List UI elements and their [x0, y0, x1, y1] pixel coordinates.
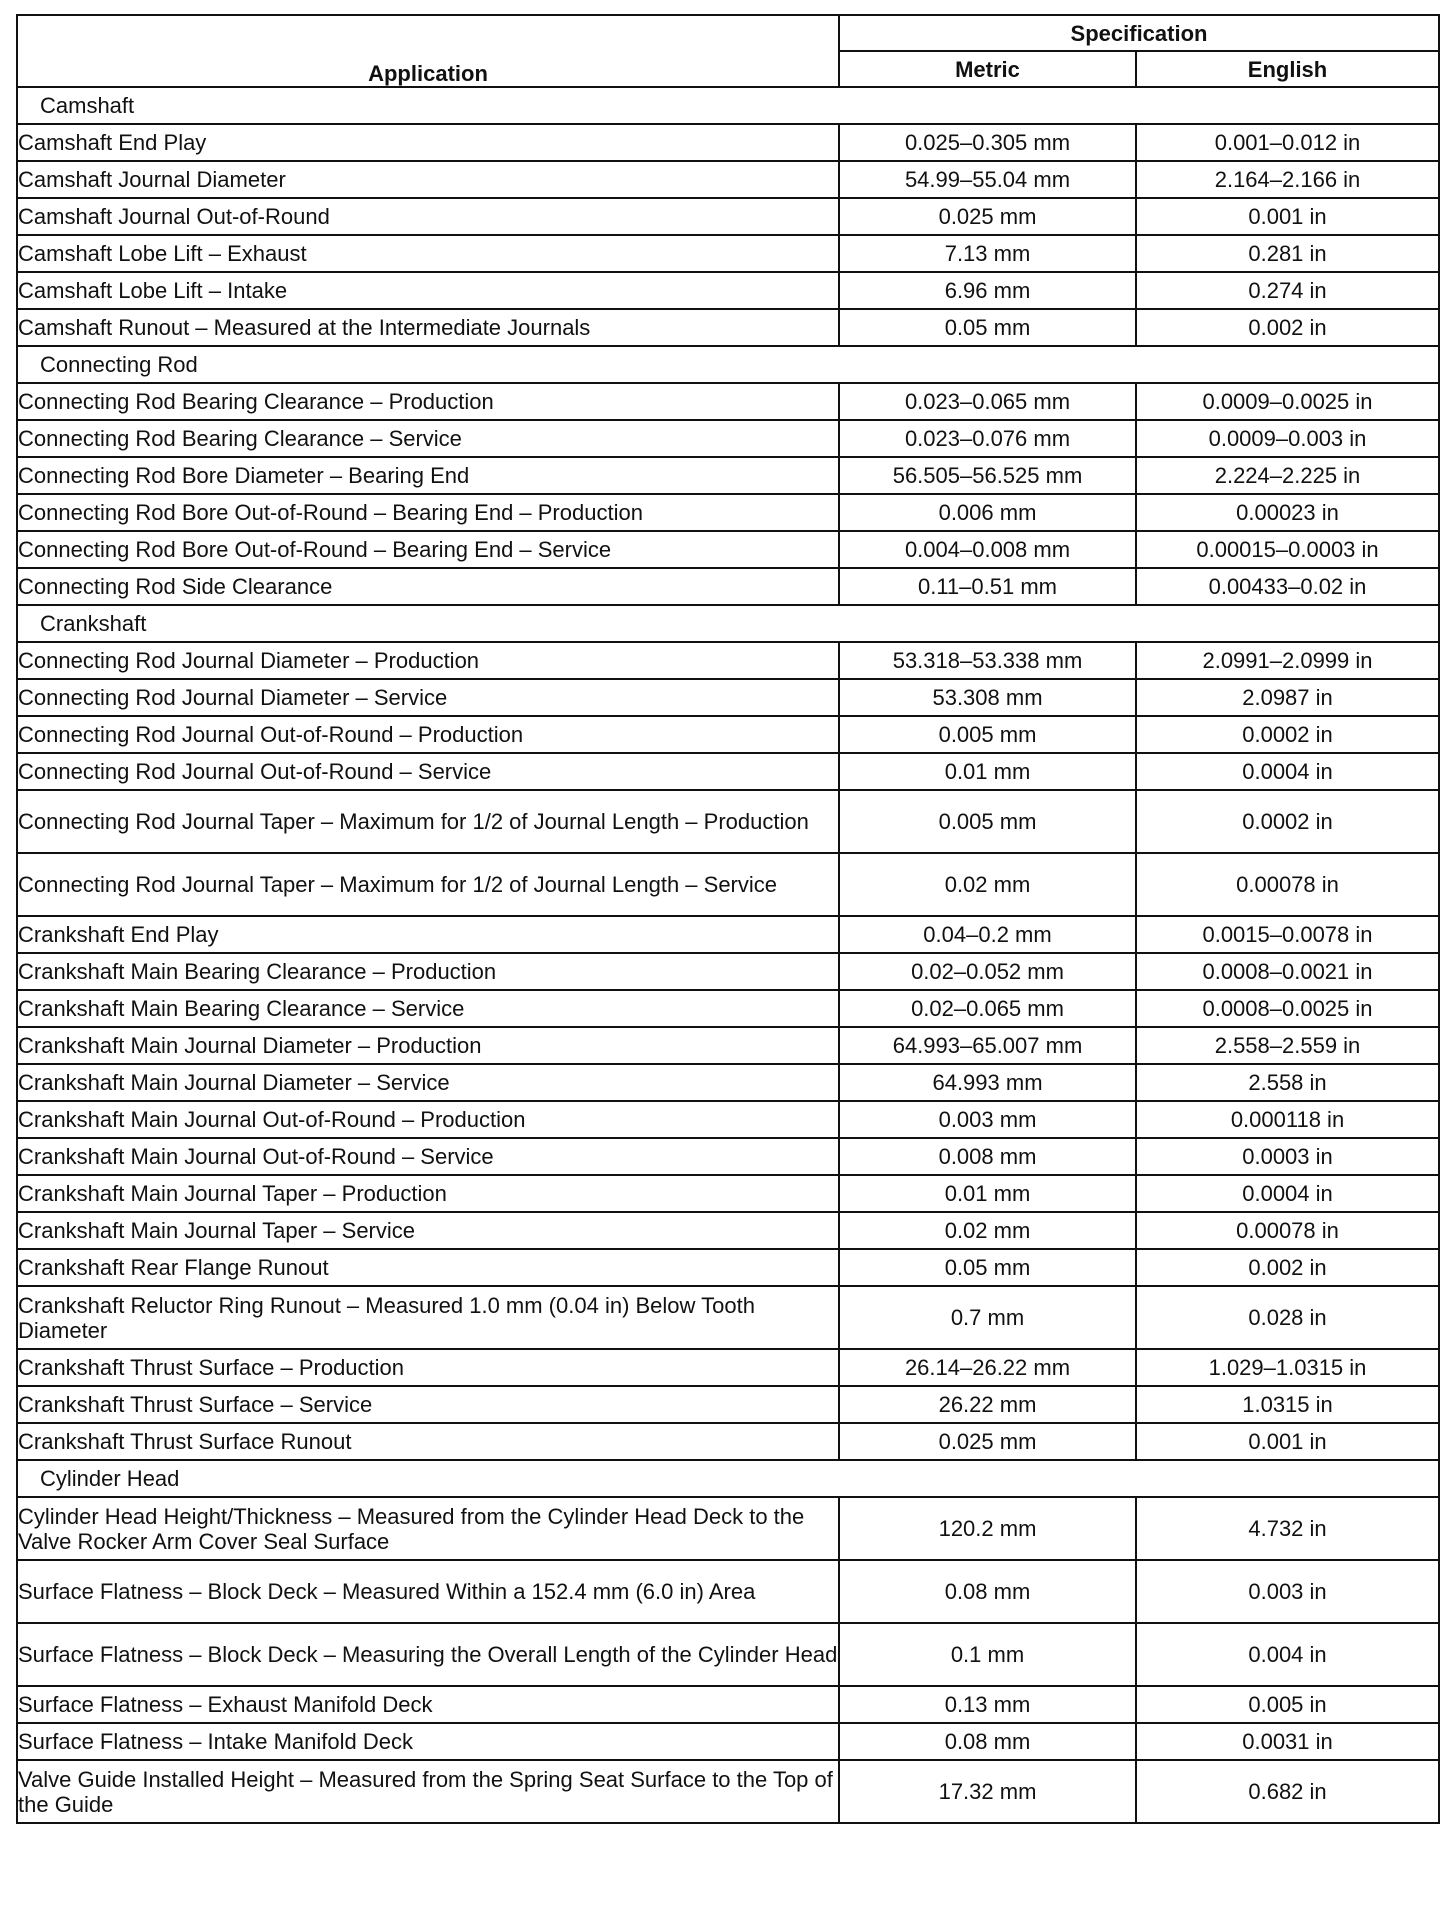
metric-cell: 0.7 mm: [839, 1286, 1136, 1349]
metric-cell: 0.1 mm: [839, 1623, 1136, 1686]
application-cell: Crankshaft Main Journal Diameter – Service: [17, 1064, 839, 1101]
table-row: [17, 1349, 1439, 1386]
english-cell: 0.00015–0.0003 in: [1136, 531, 1439, 568]
section-title: Connecting Rod: [17, 346, 1439, 383]
english-cell: 2.0987 in: [1136, 679, 1439, 716]
metric-cell: 0.05 mm: [839, 1249, 1136, 1286]
metric-cell: 0.003 mm: [839, 1101, 1136, 1138]
table-row: [17, 1101, 1439, 1138]
section-row: [17, 1460, 1439, 1497]
metric-cell: 120.2 mm: [839, 1497, 1136, 1560]
metric-cell: 0.02–0.052 mm: [839, 953, 1136, 990]
english-cell: 2.164–2.166 in: [1136, 161, 1439, 198]
section-title: Cylinder Head: [17, 1460, 1439, 1497]
application-cell: Crankshaft Main Journal Out-of-Round – Service: [17, 1138, 839, 1175]
metric-cell: 7.13 mm: [839, 235, 1136, 272]
english-cell: 0.002 in: [1136, 309, 1439, 346]
table-row: [17, 1686, 1439, 1723]
english-cell: 0.0003 in: [1136, 1138, 1439, 1175]
application-cell: Crankshaft Main Bearing Clearance – Service: [17, 990, 839, 1027]
english-cell: 0.00078 in: [1136, 1212, 1439, 1249]
table-row: [17, 1027, 1439, 1064]
table-row: [17, 953, 1439, 990]
english-cell: 0.00433–0.02 in: [1136, 568, 1439, 605]
application-cell: Surface Flatness – Intake Manifold Deck: [17, 1723, 839, 1760]
english-cell: 0.001 in: [1136, 1423, 1439, 1460]
table-row: [17, 1760, 1439, 1823]
english-cell: 2.0991–2.0999 in: [1136, 642, 1439, 679]
specification-table: [16, 14, 1440, 1824]
table-row: [17, 716, 1439, 753]
table-row: [17, 1286, 1439, 1349]
application-cell: Connecting Rod Journal Out-of-Round – Production: [17, 716, 839, 753]
metric-cell: 0.025 mm: [839, 1423, 1136, 1460]
metric-cell: 26.14–26.22 mm: [839, 1349, 1136, 1386]
english-cell: 1.029–1.0315 in: [1136, 1349, 1439, 1386]
english-cell: 0.0004 in: [1136, 1175, 1439, 1212]
application-cell: Camshaft Lobe Lift – Intake: [17, 272, 839, 309]
application-cell: Crankshaft Rear Flange Runout: [17, 1249, 839, 1286]
metric-cell: 64.993–65.007 mm: [839, 1027, 1136, 1064]
table-row: [17, 383, 1439, 420]
application-cell: Crankshaft Main Journal Taper – Service: [17, 1212, 839, 1249]
application-cell: Surface Flatness – Exhaust Manifold Deck: [17, 1686, 839, 1723]
application-cell: Connecting Rod Journal Out-of-Round – Service: [17, 753, 839, 790]
table-row: [17, 916, 1439, 953]
metric-cell: 0.11–0.51 mm: [839, 568, 1136, 605]
metric-cell: 6.96 mm: [839, 272, 1136, 309]
table-row: [17, 1723, 1439, 1760]
table-row: [17, 457, 1439, 494]
metric-cell: 0.02–0.065 mm: [839, 990, 1136, 1027]
spec-document: [16, 14, 1438, 1824]
metric-cell: 53.318–53.338 mm: [839, 642, 1136, 679]
table-row: [17, 1386, 1439, 1423]
application-cell: Connecting Rod Bore Out-of-Round – Bearing End – Service: [17, 531, 839, 568]
english-cell: 0.0008–0.0025 in: [1136, 990, 1439, 1027]
english-cell: 0.0009–0.0025 in: [1136, 383, 1439, 420]
table-row: [17, 1175, 1439, 1212]
metric-cell: 26.22 mm: [839, 1386, 1136, 1423]
metric-cell: 0.008 mm: [839, 1138, 1136, 1175]
english-cell: 0.005 in: [1136, 1686, 1439, 1723]
table-header: [17, 15, 1439, 87]
english-cell: 2.558 in: [1136, 1064, 1439, 1101]
application-cell: Crankshaft Main Bearing Clearance – Production: [17, 953, 839, 990]
english-cell: 2.558–2.559 in: [1136, 1027, 1439, 1064]
application-cell: Connecting Rod Journal Diameter – Service: [17, 679, 839, 716]
application-cell: Camshaft Runout – Measured at the Intermediate Journals: [17, 309, 839, 346]
english-cell: 0.0015–0.0078 in: [1136, 916, 1439, 953]
table-row: [17, 790, 1439, 853]
table-row: [17, 531, 1439, 568]
application-cell: Cylinder Head Height/Thickness – Measured from the Cylinder Head Deck to the Valve Rocker Arm Cover Seal Surface: [17, 1497, 839, 1560]
english-header: English: [1136, 51, 1439, 87]
english-cell: 0.0002 in: [1136, 716, 1439, 753]
application-cell: Crankshaft Thrust Surface Runout: [17, 1423, 839, 1460]
metric-cell: 0.023–0.076 mm: [839, 420, 1136, 457]
english-cell: 0.0008–0.0021 in: [1136, 953, 1439, 990]
metric-cell: 0.05 mm: [839, 309, 1136, 346]
metric-cell: 0.08 mm: [839, 1723, 1136, 1760]
application-cell: Camshaft Journal Out-of-Round: [17, 198, 839, 235]
english-cell: 0.00023 in: [1136, 494, 1439, 531]
table-row: [17, 1138, 1439, 1175]
table-body: [17, 87, 1439, 1823]
table-row: [17, 1560, 1439, 1623]
english-cell: 1.0315 in: [1136, 1386, 1439, 1423]
application-cell: Camshaft Journal Diameter: [17, 161, 839, 198]
metric-cell: 0.005 mm: [839, 790, 1136, 853]
table-row: [17, 642, 1439, 679]
application-cell: Camshaft Lobe Lift – Exhaust: [17, 235, 839, 272]
table-row: [17, 124, 1439, 161]
specification-header: Specification: [839, 15, 1439, 51]
metric-cell: 0.04–0.2 mm: [839, 916, 1136, 953]
application-cell: Connecting Rod Journal Taper – Maximum for 1/2 of Journal Length – Service: [17, 853, 839, 916]
table-row: [17, 853, 1439, 916]
application-cell: Crankshaft End Play: [17, 916, 839, 953]
application-cell: Connecting Rod Bore Out-of-Round – Bearing End – Production: [17, 494, 839, 531]
application-cell: Valve Guide Installed Height – Measured from the Spring Seat Surface to the Top of the Guide: [17, 1760, 839, 1823]
table-row: [17, 494, 1439, 531]
table-row: [17, 161, 1439, 198]
metric-cell: 56.505–56.525 mm: [839, 457, 1136, 494]
metric-cell: 0.01 mm: [839, 753, 1136, 790]
table-row: [17, 568, 1439, 605]
table-row: [17, 1064, 1439, 1101]
table-row: [17, 198, 1439, 235]
english-cell: 2.224–2.225 in: [1136, 457, 1439, 494]
application-cell: Connecting Rod Journal Diameter – Production: [17, 642, 839, 679]
section-row: [17, 87, 1439, 124]
metric-cell: 54.99–55.04 mm: [839, 161, 1136, 198]
application-cell: Connecting Rod Bearing Clearance – Service: [17, 420, 839, 457]
metric-cell: 0.01 mm: [839, 1175, 1136, 1212]
section-row: [17, 346, 1439, 383]
english-cell: 0.001 in: [1136, 198, 1439, 235]
metric-header: Metric: [839, 51, 1136, 87]
table-row: [17, 679, 1439, 716]
application-cell: Connecting Rod Side Clearance: [17, 568, 839, 605]
application-cell: Crankshaft Main Journal Taper – Production: [17, 1175, 839, 1212]
english-cell: 0.003 in: [1136, 1560, 1439, 1623]
table-row: [17, 1423, 1439, 1460]
english-cell: 0.00078 in: [1136, 853, 1439, 916]
english-cell: 0.000118 in: [1136, 1101, 1439, 1138]
application-cell: Surface Flatness – Block Deck – Measured Within a 152.4 mm (6.0 in) Area: [17, 1560, 839, 1623]
table-row: [17, 1212, 1439, 1249]
application-cell: Surface Flatness – Block Deck – Measuring the Overall Length of the Cylinder Head: [17, 1623, 839, 1686]
application-cell: Crankshaft Main Journal Diameter – Production: [17, 1027, 839, 1064]
english-cell: 4.732 in: [1136, 1497, 1439, 1560]
application-cell: Crankshaft Reluctor Ring Runout – Measured 1.0 mm (0.04 in) Below Tooth Diameter: [17, 1286, 839, 1349]
metric-cell: 0.02 mm: [839, 1212, 1136, 1249]
application-cell: Crankshaft Thrust Surface – Production: [17, 1349, 839, 1386]
english-cell: 0.0002 in: [1136, 790, 1439, 853]
metric-cell: 0.004–0.008 mm: [839, 531, 1136, 568]
section-title: Crankshaft: [17, 605, 1439, 642]
table-row: [17, 1497, 1439, 1560]
application-header: Application: [17, 15, 839, 87]
english-cell: 0.004 in: [1136, 1623, 1439, 1686]
application-cell: Connecting Rod Bearing Clearance – Production: [17, 383, 839, 420]
metric-cell: 0.025 mm: [839, 198, 1136, 235]
application-cell: Connecting Rod Journal Taper – Maximum for 1/2 of Journal Length – Production: [17, 790, 839, 853]
english-cell: 0.0009–0.003 in: [1136, 420, 1439, 457]
metric-cell: 0.005 mm: [839, 716, 1136, 753]
section-title: Camshaft: [17, 87, 1439, 124]
english-cell: 0.028 in: [1136, 1286, 1439, 1349]
table-row: [17, 420, 1439, 457]
metric-cell: 53.308 mm: [839, 679, 1136, 716]
table-row: [17, 1249, 1439, 1286]
metric-cell: 0.023–0.065 mm: [839, 383, 1136, 420]
table-row: [17, 990, 1439, 1027]
table-row: [17, 753, 1439, 790]
application-cell: Connecting Rod Bore Diameter – Bearing End: [17, 457, 839, 494]
english-cell: 0.0004 in: [1136, 753, 1439, 790]
application-cell: Camshaft End Play: [17, 124, 839, 161]
metric-cell: 0.006 mm: [839, 494, 1136, 531]
metric-cell: 0.02 mm: [839, 853, 1136, 916]
english-cell: 0.0031 in: [1136, 1723, 1439, 1760]
english-cell: 0.001–0.012 in: [1136, 124, 1439, 161]
metric-cell: 0.025–0.305 mm: [839, 124, 1136, 161]
metric-cell: 0.13 mm: [839, 1686, 1136, 1723]
application-cell: Crankshaft Main Journal Out-of-Round – Production: [17, 1101, 839, 1138]
english-cell: 0.682 in: [1136, 1760, 1439, 1823]
table-row: [17, 272, 1439, 309]
section-row: [17, 605, 1439, 642]
table-row: [17, 309, 1439, 346]
table-row: [17, 1623, 1439, 1686]
english-cell: 0.281 in: [1136, 235, 1439, 272]
english-cell: 0.274 in: [1136, 272, 1439, 309]
application-cell: Crankshaft Thrust Surface – Service: [17, 1386, 839, 1423]
metric-cell: 17.32 mm: [839, 1760, 1136, 1823]
table-row: [17, 235, 1439, 272]
metric-cell: 0.08 mm: [839, 1560, 1136, 1623]
english-cell: 0.002 in: [1136, 1249, 1439, 1286]
metric-cell: 64.993 mm: [839, 1064, 1136, 1101]
